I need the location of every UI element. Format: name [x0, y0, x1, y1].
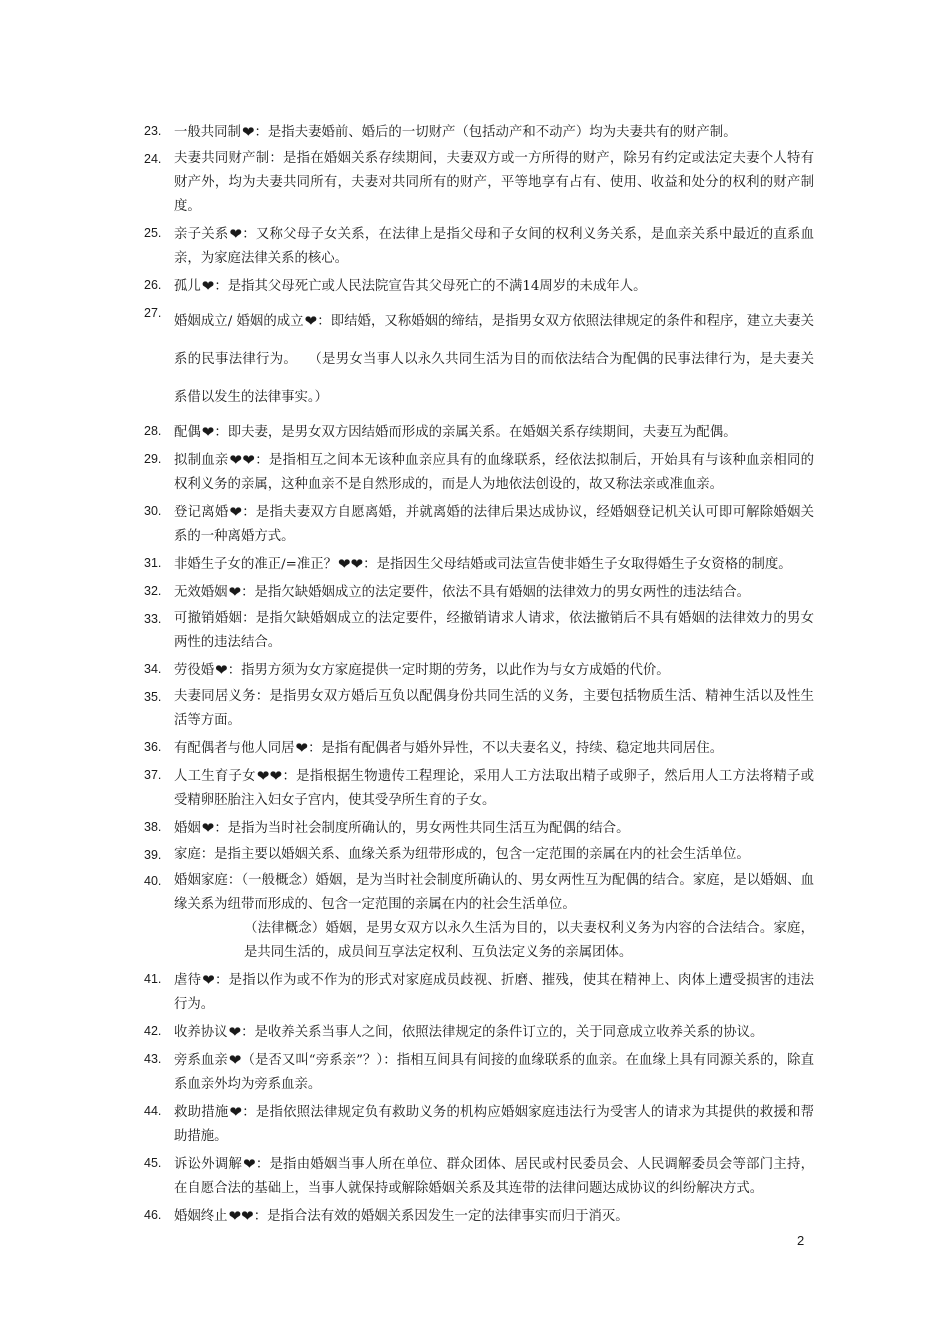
term-separator: ： — [214, 279, 228, 294]
item-text — [174, 147, 814, 219]
definition-item — [144, 447, 814, 497]
heart-icon: ❤❤ — [338, 555, 364, 573]
definition-item — [144, 607, 814, 655]
term-label: 登记离婚 — [174, 505, 229, 520]
term-separator: ： — [255, 1157, 270, 1172]
heart-icon: ❤ — [201, 819, 215, 837]
definition-text: 是指合法有效的婚姻关系因发生一定的法律事实而归于消灭。 — [267, 1209, 629, 1224]
item-text — [174, 447, 814, 497]
item-number: 45. — [144, 1156, 162, 1170]
definition-extra: （是男女当事人以永久共同生活为目的而依法结合为配偶的民事法律行为，是夫妻关系借以发生的法律事实。） — [174, 352, 814, 405]
item-number: 42. — [144, 1024, 162, 1038]
heart-icon: ❤ — [228, 1051, 242, 1069]
definition-item — [144, 301, 814, 417]
term-label: 婚姻成立/ 婚姻的成立 — [174, 314, 304, 329]
term-label: 配偶 — [174, 425, 201, 440]
term-label: 救助措施 — [174, 1105, 229, 1120]
term-label: 家庭 — [174, 847, 201, 862]
term-label: 旁系血亲 — [174, 1053, 228, 1068]
item-number: 35. — [144, 690, 162, 704]
term-separator: ： — [255, 453, 269, 468]
heart-icon: ❤ — [241, 123, 255, 141]
definition-item — [144, 1047, 814, 1097]
definition-item — [144, 735, 814, 761]
item-text — [174, 119, 814, 145]
term-separator: ： — [242, 227, 256, 242]
item-number: 31. — [144, 556, 162, 570]
heart-icon: ❤ — [295, 739, 309, 757]
item-number: 37. — [144, 768, 162, 782]
heart-icon: ❤ — [202, 971, 216, 989]
definition-text: 是指夫妻婚前、婚后的一切财产（包括动产和不动产）均为夫妻共有的财产制。 — [267, 125, 737, 140]
term-separator: ： — [269, 151, 283, 166]
heart-icon: ❤ — [229, 503, 243, 521]
term-separator: ： — [255, 689, 270, 704]
item-number: 29. — [144, 452, 162, 466]
term-separator: ： — [363, 557, 377, 572]
definition-text: 是指欠缺婚姻成立的法定要件，依法不具有婚姻的法律效力的男女两性的违法结合。 — [254, 585, 750, 600]
term-label: 诉讼外调解 — [174, 1157, 243, 1172]
definition-item — [144, 119, 814, 145]
term-label: 亲子关系 — [174, 227, 229, 242]
term-label: 虐待 — [174, 973, 202, 988]
definition-text: 即夫妻，是男女双方因结婚而形成的亲属关系。在婚姻关系存续期间，夫妻互为配偶。 — [227, 425, 737, 440]
definition-item — [144, 763, 814, 813]
term-label: 收养协议 — [174, 1025, 228, 1040]
term-separator: ： — [215, 973, 229, 988]
definition-item — [144, 499, 814, 549]
item-text — [174, 1203, 814, 1229]
item-text — [174, 685, 814, 733]
definition-item — [144, 967, 814, 1017]
term-label: 婚姻家庭 — [174, 873, 228, 888]
definition-text: 是指因生父母结婚或司法宣告使非婚生子女取得婚生子女资格的制度。 — [376, 557, 792, 572]
term-separator: ： — [200, 847, 215, 862]
definition-item — [144, 551, 814, 577]
term-separator: ： — [308, 741, 322, 756]
heart-icon: ❤ — [228, 583, 242, 601]
item-text — [174, 843, 814, 867]
term-separator: ： — [227, 663, 242, 678]
definition-text: 是指以作为或不作为的形式对家庭成员歧视、折磨、摧残，使其在精神上、肉体上遭受损害的违法行为。 — [174, 973, 815, 1012]
heart-icon: ❤ — [201, 277, 215, 295]
heart-icon: ❤ — [228, 1023, 242, 1041]
definition-text: 是指夫妻双方自愿离婚，并就离婚的法律后果达成协议，经婚姻登记机关认可即可解除婚姻关系的一种离婚方式。 — [174, 505, 815, 544]
item-text — [174, 869, 814, 965]
item-number: 39. — [144, 848, 162, 862]
term-separator: ： — [242, 505, 256, 520]
item-text — [174, 273, 814, 299]
item-text — [174, 419, 814, 445]
definition-item — [144, 273, 814, 299]
definition-text: 又称父母子女关系，在法律上是指父母和子女间的权利义务关系，是血亲关系中最近的直系血亲，为家庭法律关系的核心。 — [174, 227, 815, 266]
definition-item — [144, 147, 814, 219]
term-separator: ： — [317, 314, 331, 329]
definition-item — [144, 869, 814, 965]
item-number: 40. — [144, 874, 162, 888]
term-separator: ： — [214, 821, 228, 836]
term-separator: ： — [253, 1209, 268, 1224]
page-number: 2 — [797, 1233, 805, 1248]
definition-item — [144, 1019, 814, 1045]
heart-icon: ❤❤ — [229, 451, 256, 469]
definition-item — [144, 419, 814, 445]
item-text — [174, 221, 814, 271]
term-label: 可撤销婚姻 — [174, 611, 243, 626]
definition-text: 是指相互之间本无该种血亲应具有的血缘联系，经依法拟制后，开始具有与该种血亲相同的权利义务的亲属，这种血亲不是自然形成的，而是人为地依法创设的，故又称法亲或准血亲。 — [174, 453, 815, 492]
definition-text: （是否又叫“旁系亲”？）：指相互间具有间接的血缘联系的血亲。在血缘上具有同源关系的，除直系血亲外均为旁系血亲。 — [174, 1053, 814, 1092]
term-label: 有配偶者与他人同居 — [174, 741, 295, 756]
definition-item — [144, 1203, 814, 1229]
heart-icon: ❤❤ — [256, 767, 283, 785]
term-separator: ： — [242, 1105, 256, 1120]
item-number: 27. — [144, 306, 162, 320]
term-label: 孤儿 — [174, 279, 201, 294]
definition-text: 是指欠缺婚姻成立的法定要件，经撤销请求人请求，依法撤销后不具有婚姻的法律效力的男女两性的违法结合。 — [174, 611, 814, 650]
term-separator: ： — [254, 125, 268, 140]
item-number: 28. — [144, 424, 162, 438]
term-label: 夫妻共同财产制 — [174, 151, 270, 166]
item-text — [174, 815, 814, 841]
term-label: 拟制血亲 — [174, 453, 229, 468]
item-text — [174, 763, 814, 813]
definition-item — [144, 657, 814, 683]
heart-icon: ❤ — [304, 312, 318, 330]
item-number: 25. — [144, 226, 162, 240]
definition-text: 即结婚，又称婚姻的缔结，是指男女双方依照法律规定的条件和程序，建立夫妻关系的民事法律行为。 — [174, 314, 814, 367]
definition-text: 是指由婚姻当事人所在单位、群众团体、居民或村民委员会、人民调解委员会等部门主持，在自愿合法的基础上，当事人就保持或解除婚姻关系及其连带的法律问题达成协议的纠纷解决方式。 — [174, 1157, 815, 1196]
definition-item — [144, 221, 814, 271]
item-number: 23. — [144, 124, 162, 138]
definition-item — [144, 1099, 814, 1149]
item-number: 38. — [144, 820, 162, 834]
definition-text: 是指为当时社会制度所确认的，男女两性共同生活互为配偶的结合。 — [227, 821, 630, 836]
definition-text: 是指有配偶者与婚外异性，不以夫妻名义，持续、稳定地共同居住。 — [321, 741, 724, 756]
definition-text: （一般概念）婚姻，是为当时社会制度所确认的、男女两性互为配偶的结合。家庭，是以婚姻、血缘关系为纽带而形成的、包含一定范围的亲属在内的社会生活单位。 — [174, 873, 815, 912]
item-text — [174, 1151, 814, 1201]
item-number: 30. — [144, 504, 162, 518]
heart-icon: ❤ — [201, 423, 215, 441]
heart-icon: ❤ — [229, 225, 243, 243]
definition-text: 是指其父母死亡或人民法院宣告其父母死亡的不满14周岁的未成年人。 — [227, 279, 647, 294]
term-label: 人工生育子女 — [174, 769, 256, 784]
item-number: 26. — [144, 278, 162, 292]
item-text — [174, 967, 814, 1017]
term-label: 无效婚姻 — [174, 585, 228, 600]
term-separator: ： — [282, 769, 297, 784]
heart-icon: ❤ — [215, 661, 228, 679]
item-text — [174, 607, 814, 655]
definition-item — [144, 815, 814, 841]
definition-item — [144, 579, 814, 605]
item-text — [174, 1019, 814, 1045]
term-separator: ： — [241, 1025, 255, 1040]
item-number: 36. — [144, 740, 162, 754]
term-label: 一般共同制 — [174, 125, 241, 140]
item-number: 43. — [144, 1052, 162, 1066]
definition-text: 是收养关系当事人之间，依照法律规定的条件订立的，关于同意成立收养关系的协议。 — [254, 1025, 764, 1040]
item-number: 41. — [144, 972, 162, 986]
definition-item — [144, 685, 814, 733]
item-number: 46. — [144, 1208, 162, 1222]
item-text — [174, 1047, 814, 1097]
definition-text: 指男方须为女方家庭提供一定时期的劳务，以此作为与女方成婚的代价。 — [241, 663, 670, 678]
item-text — [174, 657, 814, 683]
definition-item — [144, 1151, 814, 1201]
item-text — [174, 551, 814, 577]
term-label: 婚姻 — [174, 821, 201, 836]
definition-extra: （法律概念）婚姻，是男女双方以永久生活为目的，以夫妻权利义务为内容的合法结合。家庭，是共同生活的，成员间互享法定权利、互负法定义务的亲属团体。 — [244, 921, 814, 960]
heart-icon: ❤❤ — [228, 1207, 254, 1225]
item-text — [174, 579, 814, 605]
term-separator: ： — [241, 585, 255, 600]
item-number: 32. — [144, 584, 162, 598]
definition-item — [144, 843, 814, 867]
term-separator: ： — [214, 425, 228, 440]
term-label: 婚姻终止 — [174, 1209, 228, 1224]
term-separator: ： — [242, 611, 256, 626]
term-label: 夫妻同居义务 — [174, 689, 256, 704]
definition-text: 是指主要以婚姻关系、血缘关系为纽带形成的，包含一定范围的亲属在内的社会生活单位。 — [214, 847, 750, 862]
item-text — [174, 1099, 814, 1149]
definition-list — [144, 119, 814, 1231]
term-separator: ： — [227, 873, 242, 888]
definition-text: 是指在婚姻关系存续期间，夫妻双方或一方所得的财产，除另有约定或法定夫妻个人特有财产外，均为夫妻共同所有，夫妻对共同所有的财产，平等地享有占有、使用、收益和处分的权利的财产制度。 — [174, 151, 815, 214]
item-number: 44. — [144, 1104, 162, 1118]
item-text — [174, 301, 814, 417]
item-text — [174, 735, 814, 761]
definition-text: 是指男女双方婚后互负以配偶身份共同生活的义务，主要包括物质生活、精神生活以及性生活等方面。 — [174, 689, 815, 728]
item-text — [174, 499, 814, 549]
item-number: 34. — [144, 662, 162, 676]
term-label: 劳役婚 — [174, 663, 215, 678]
heart-icon: ❤ — [229, 1103, 243, 1121]
heart-icon: ❤ — [243, 1155, 256, 1173]
item-number: 24. — [144, 152, 162, 166]
item-number: 33. — [144, 612, 162, 626]
definition-text: 是指依照法律规定负有救助义务的机构应婚姻家庭违法行为受害人的请求为其提供的救援和帮助措施。 — [174, 1105, 815, 1144]
definition-text: 是指根据生物遗传工程理论，采用人工方法取出精子或卵子，然后用人工方法将精子或受精卵胚胎注入妇女子宫内，使其受孕所生育的子女。 — [174, 769, 815, 808]
term-label: 非婚生子女的准正/=准正？ — [174, 557, 338, 572]
